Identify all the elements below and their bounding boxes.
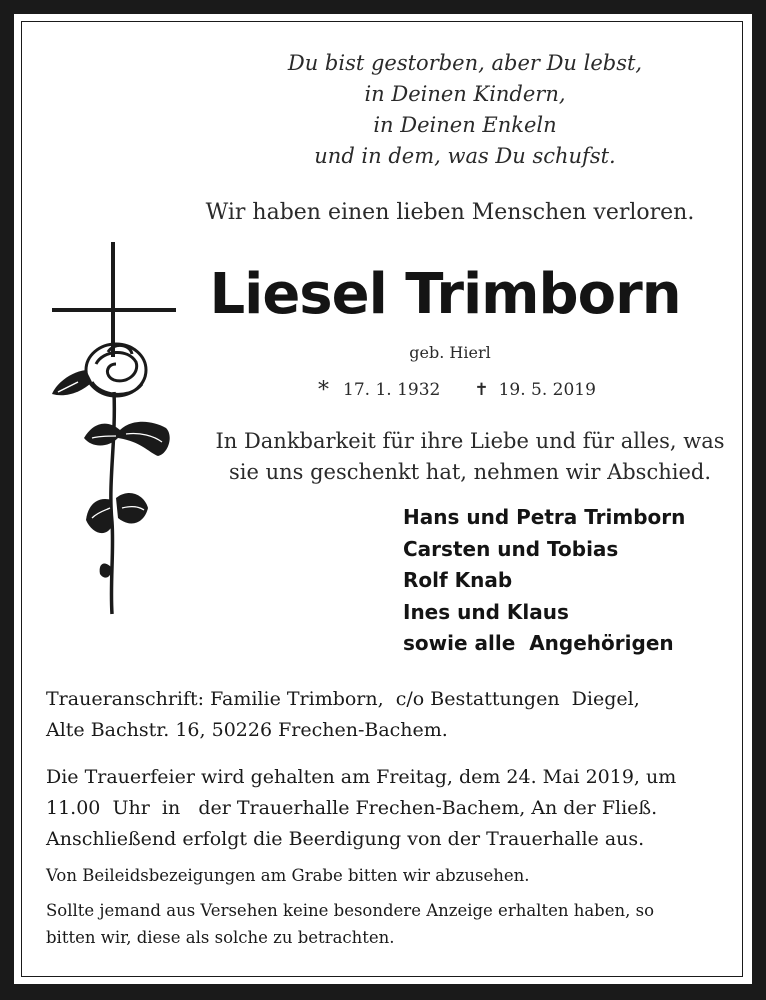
quote-line: Du bist gestorben, aber Du lebst, xyxy=(287,51,643,75)
service-line: Anschließend erfolgt die Beerdigung von der Trauerhalle aus. xyxy=(46,828,645,850)
death-date: 19. 5. 2019 xyxy=(498,380,596,400)
farewell-line: In Dankbarkeit für ihre Liebe und für alles, was xyxy=(215,429,725,453)
birth-date: 17. 1. 1932 xyxy=(343,380,441,400)
deceased-name: Liesel Trimborn xyxy=(209,262,681,327)
maiden-name: geb. Hierl xyxy=(409,343,491,362)
cross-with-rose-icon xyxy=(48,242,183,617)
quote-line: in Deinen Kindern, xyxy=(364,82,566,106)
mourner-entry: sowie alle Angehörigen xyxy=(403,631,674,655)
service-line: Die Trauerfeier wird gehalten am Freitag, dem 24. Mai 2019, um xyxy=(46,766,677,788)
intro-line: Wir haben einen lieben Menschen verloren. xyxy=(205,200,695,225)
mourner-entry: Carsten und Tobias xyxy=(403,536,619,561)
death-cross-icon: ✝ xyxy=(474,380,489,400)
condolence-line: Von Beileidsbezeigungen am Grabe bitten wir abzusehen. xyxy=(46,866,530,885)
condolence-notice xyxy=(46,862,736,889)
notice-line: bitten wir, diese als solche zu betrachten. xyxy=(46,928,395,947)
quote-line: in Deinen Enkeln xyxy=(373,113,557,137)
farewell-line: sie uns geschenkt hat, nehmen wir Abschied. xyxy=(228,460,711,484)
service-line: 11.00 Uhr in der Trauerhalle Frechen-Bachem, An der Fließ. xyxy=(46,797,658,819)
birth-star-icon: * xyxy=(318,378,329,403)
missing-notification-notice xyxy=(46,897,736,951)
mourning-address xyxy=(46,684,736,746)
address-line: Traueranschrift: Familie Trimborn, c/o Bestattungen Diegel, xyxy=(46,688,640,710)
mourner-entry: Rolf Knab xyxy=(403,568,513,592)
memorial-quote xyxy=(250,48,680,172)
farewell-text xyxy=(200,426,740,488)
mourner-entry: Hans und Petra Trimborn xyxy=(403,505,686,529)
mourners-list xyxy=(403,502,685,660)
life-dates xyxy=(318,378,596,403)
mourner-entry: Ines und Klaus xyxy=(403,599,569,624)
address-line: Alte Bachstr. 16, 50226 Frechen-Bachem. xyxy=(46,719,448,741)
quote-line: und in dem, was Du schufst. xyxy=(314,144,616,168)
notice-line: Sollte jemand aus Versehen keine besondere Anzeige erhalten haben, so xyxy=(46,901,655,920)
funeral-service-info xyxy=(46,762,736,855)
